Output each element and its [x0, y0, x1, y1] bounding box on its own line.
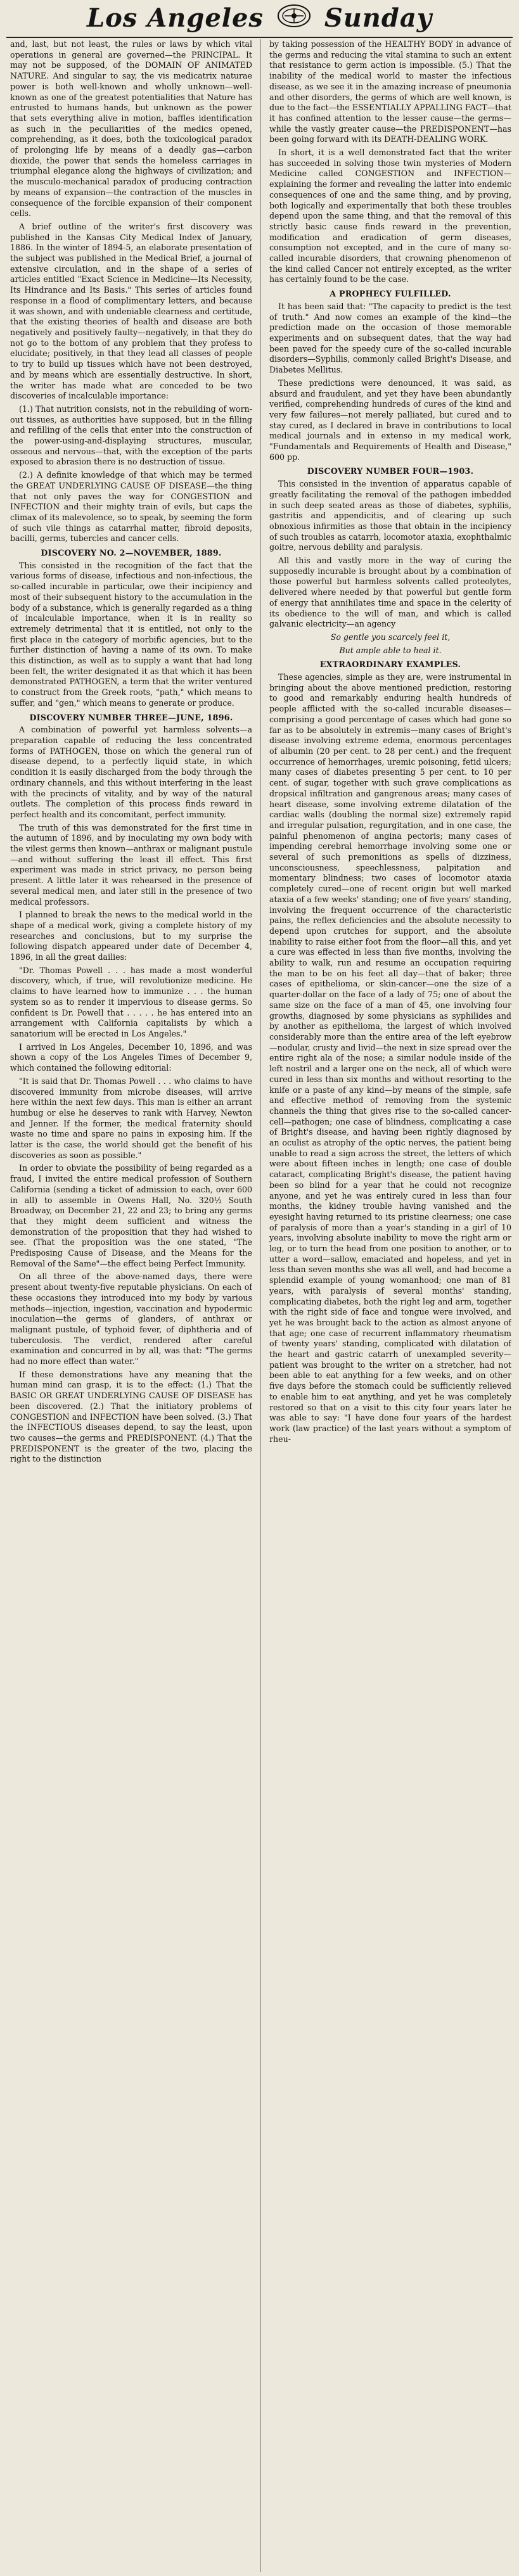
verse-quote-line-1: So gentle you scarcely feel it,	[330, 632, 451, 642]
heading-extraordinary-examples: EXTRAORDINARY EXAMPLES.	[319, 660, 461, 670]
left-paragraph-5: This consisted in the recognition of the fact that the various forms of disease, infectious and non-infectious, the so-called incurable in particular, owe their incipiency and most of their subsequent history to the accumulation in the body of a substance, which is generally regarded as a thing of incalculable importance, when it is in reality so extremely detrimental that it is entitled, not only to the first place in the category of morbific agencies, but to the further distinction of having a name of its own. To make this distinction, as well as to supply a want that had long been felt, the writer designated it as that which it has been demonstrated PATHOGEN, a term that the writer ventured to construct from the Greek roots, "path," which means to suffer, and "gen," which means to generate or produce.	[10, 560, 252, 708]
left-paragraph-11: "It is said that Dr. Thomas Powell . . . who claims to have discovered immunity from microbe diseases, will arrive here within the next few days. This man is either an arrant humbug or else he deserves to rank with Harvey, Newton and Jenner. If the former, the medical fraternity should waste no time and spare no pains in exposing him. If the latter is the case, the world should get the benefit of his discoveries as soon as possible."	[10, 1076, 252, 1160]
left-paragraph-1: and, last, but not least, the rules or laws by which vital operations in general are governed—the PRINCIPAL. It may not be supposed, of the DOMAIN OF ANIMATED NATURE. And singular to say, the vis medicatrix naturae power is both well-known and wholly unknown—well-known as one of the greatest potentialities that Nature has entrusted to humans hands, but unknown as the power that sets everything alive in motion, baffles identification as such in the peculiarities of the medics opened, comprehending, as it does, both the toxicological paradox of prolonging life by means of a deadly gas—carbon dioxide, the power that sends the homeless carriages in triumphal elegance along the highways of civilization; and the musculo-mechanical paradox of producing contraction by means of expansion—the contraction of the muscles in consequence of the forcible expansion of their component cells.	[10, 39, 252, 219]
left-paragraph-8: I planned to break the news to the medical world in the shape of a medical work, giving a complete history of my researches and conclusions, but to my surprise the following dispatch appeared under date of December 4, 1896, in all the great dailies:	[10, 910, 252, 962]
heading-discovery-four: DISCOVERY NUMBER FOUR—1903.	[307, 466, 474, 476]
left-paragraph-7: The truth of this was demonstrated for the first time in the autumn of 1896, and by inoculating my own body with the vilest germs then known—anthrax or malignant pustule—and without suffering the least ill effect. This first experiment was made in strict privacy, no person being present. A little later it was rehearsed in the presence of several medical men, and later still in the presence of two medical professors.	[10, 822, 252, 907]
column-divider	[260, 39, 261, 2572]
left-paragraph-9: "Dr. Thomas Powell . . . has made a most wonderful discovery, which, if true, will revolutionize medicine. He claims to have learned how to immunize . . . the human system so as to render it impervious to disease germs. So confident is Dr. Powell that . . . . . he has entered into an arrangement with California capitalists by which a sanatorium will be erected in Los Angeles."	[10, 965, 252, 1038]
left-paragraph-2: A brief outline of the writer's first discovery was published in the Kansas City Medical Index of January, 1886. In the winter of 1894-5, an elaborate presentation of the subject was published in the Medical Brief, a journal of extensive circulation, and in the shape of a series of articles entitled "Exact Science in Medicine—Its Necessity, Its Hindrance and Its Basis." This series of articles found response in a flood of complimentary letters, and because it was shown, and with undeniable clearness and certitude, that the existing theories of health and disease are both negatively and positively faulty—negatively, in that they do not go to the bottom of any problem that they profess to elucidate; positively, in that they lead all classes of people to try to build up tissues which have not been destroyed, and by means which are essentially destructive. In short, the writer has made what are conceded to be two discoveries of incalculable importance:	[10, 221, 252, 401]
heading-discovery-two: DISCOVERY NO. 2—NOVEMBER, 1889.	[41, 548, 222, 558]
masthead-rule	[6, 37, 513, 38]
masthead-title: Los Angeles	[86, 3, 264, 33]
left-paragraph-4: (2.) A definite knowledge of that which may be termed the GREAT UNDERLYING CAUSE OF DISEASE—the thing that not only paves the way for CONGESTION and INFECTION and their mighty train of evils, but caps the climax of its malevolence, so to speak, by seeming the form of such vile things as catarrhal matter, fibroid deposits, bacilli, germs, tubercles and cancer cells.	[10, 470, 252, 544]
left-paragraph-14: If these demonstrations have any meaning that the human mind can grasp, it is to the effect: (1.) That the BASIC OR GREAT UNDERLYING CAUSE OF DISEASE has been discovered. (2.) That the initiatory problems of CONGESTION and INFECTION have been solved. (3.) That the INFECTIOUS diseases depend, to say the least, upon two causes—the germs and PREDISPONENT. (4.) That the PREDISPONENT is the greater of the two, placing the right to the distinction	[10, 1369, 252, 1464]
right-paragraph-5: This consisted in the invention of apparatus capable of greatly facilitating the removal of the pathogen imbedded in such deep seated areas as those of diabetes, syphilis, gastritis and appendicitis, and of clearing up such obnoxious infirmities as those that obtain in the incipiency of such troubles as catarrh, locomotor ataxia, exophthalmic goitre, nervous debility and paralysis.	[269, 479, 511, 552]
right-paragraph-2: In short, it is a well demonstrated fact that the writer has succeeded in solving those twin mysteries of Modern Medicine called CONGESTION and INFECTION—explaining the former and revealing the latter into endemic consequences of one and the same thing, and by proving, both logically and experimentally that both these troubles depend upon the same thing, and that the removal of this strictly basic cause finds reward in the prevention, modification and eradication of germ diseases, consumption not excepted, and in the cure of many so-called incurable disorders, that crowning phenomenon of the kind called Cancer not entirely excepted, as the writer has certainly found to be the case.	[269, 148, 511, 284]
heading-prophecy-fulfilled: A PROPHECY FULFILLED.	[330, 289, 451, 299]
right-paragraph-6: All this and vastly more in the way of curing the supposedly incurable is brought about by a combination of those powerful but harmless solvents called proteolytes, delivered where needed by that powerful but gentle form of energy that annihilates time and space in the celerity of its obedience to the will of man, and which is called galvanic electricity—an agency	[269, 556, 511, 629]
left-paragraph-12: In order to obviate the possibility of being regarded as a fraud, I invited the entire medical profession of Southern California (sending a ticket of admission to each, over 600 in all) to assemble in Owens Hall, No. 320½ South Broadway, on December 21, 22 and 23; to bring any germs that they might deem sufficient and witness the demonstration of the proposition that they had wished to see. (That the proposition was the one stated, "The Predisposing Cause of Disease, and the Means for the Removal of the Same"—the effect being Perfect Immunity.	[10, 1163, 252, 1268]
right-paragraph-3: It has been said that: "The capacity to predict is the test of truth." And now comes an example of the kind—the prediction made on the occasion of those memorable experiments and on subsequent dates, that the way had been paved for the speedy cure of the so-called incurable disorders—Syphilis, commonly called Bright's Disease, and Diabetes Mellitus.	[269, 301, 511, 375]
heading-discovery-three: DISCOVERY NUMBER THREE—JUNE, 1896.	[29, 712, 233, 722]
right-paragraph-1: by taking possession of the HEALTHY BODY in advance of the germs and reducing the vital stamina to such an extent that resistance to germ action is impossible. (5.) That the inability of the medical world to master the infectious disease, as we see it in the amazing increase of pneumonia and other disorders, the germs of which are well known, is due to the fact—the ESSENTIALLY APPALLING FACT—that it has confined attention to the lesser cause—the germs—while the vastly greater cause—the PREDISPONENT—has been going forward with its DEATH-DEALING WORK.	[269, 39, 511, 144]
seal-emblem-icon	[277, 2, 311, 37]
masthead	[0, 0, 519, 37]
left-column	[10, 39, 252, 2572]
left-paragraph-3: (1.) That nutrition consists, not in the rebuilding of worn-out tissues, as authorities have supposed, but in the filling and refilling of the cells that enter into the construction of the power-using-and-displaying structures, muscular, osseous and nervous—that, with the exception of the parts exposed to abrasion there is no destruction of tissue.	[10, 404, 252, 467]
right-paragraph-4: These predictions were denounced, it was said, as absurd and fraudulent, and yet they have been abundantly verified, comprehending hundreds of cures of the kind and very few failures—not merely palliated, but cured and to stay cured, as I declared in brave in contributions to local medical journals and in extenso in my medical work, "Fundamentals and Requirements of Health and Disease," 600 pp.	[269, 378, 511, 462]
right-paragraph-7: These agencies, simple as they are, were instrumental in bringing about the above mentioned prediction, restoring to good and remarkably enduring health hundreds of people afflicted with the so-called incurable diseases—comprising a good percentage of cases which had gone so far as to be absolutely in extremis—many cases of Bright's disease involving extreme edema, enormous percentages of albumin (20 per cent. to 28 per cent.) and the frequent occurrence of hemorrhages, uremic poisoning, fetid ulcers; many cases of diabetes presenting 5 per cent. to 10 per cent. of sugar, together with such grave complications as dropsical infiltration and gangrenous areas; many cases of heart disease, some involving extreme dilatation of the cardiac walls (doubling the normal size) extremely rapid and irregular pulsation, regurgitation, and in one case, the painful phenomenon of angina pectoris; many cases of impending cerebral hemorrhage involving some one or several of such premonitions as spells of dizziness, unconsciousness, speechlessness, palpitation and momentary blindness; two cases of locomotor ataxia completely cured—one of recent origin but well marked ataxia of a few weeks' standing; one of five years' standing, involving the frequent occurrence of the characteristic pains, the reflex deficiencies and the absolute necessity to depend upon crutches for support, and the absolute inability to raise either foot from the floor—all this, and yet a cure was effected in less than five months, involving the ability to walk, run and resume an occupation requiring the man to be on his feet all day—that of baker; three cases of epithelioma, or skin-cancer—one the size of a quarter-dollar on the face of a lady of 75; one of about the same size on the face of a man of 45, one involving four growths, diagnosed by some physicians as syphilides and by another as epithelioma, the largest of which involved considerably more than the entire area of the left eyebrow—nodular, crusty and livid—the next in size spread over the entire right ala of the nose; a similar nodule inside of the left nostril and a larger one on the neck, all of which were cured in less than six months and without resorting to the knife or a paste of any kind—by means of the simple, safe and effective method of removing from the systemic channels the thing that gives rise to the so-called cancer-cell—pathogen; one case of blindness, complicating a case of Bright's disease, and having been rightly diagnosed by an oculist as atrophy of the optic nerves, the patient being unable to read a sign across the street, the letters of which were about fifteen inches in length; one case of double cataract, complicating Bright's disease, the patient having been so blind for a year that he could not recognize anyone, and yet he was entirely cured in less than four months, the kidney trouble having vanished and the eyesight having returned to its pristine clearness; one case of paralysis of more than a year's standing in a girl of 10 years, involving absolute inability to move the right arm or leg, or to turn the head from one position to another, or to utter a word—sallow, emaciated and hopeless, and yet in less than seven months she was all well, and had become a splendid example of young womanhood; one man of 81 years, with paralysis of several months' standing, complicating diabetes, both the right leg and arm, together with the right side of face and tongue were involved, and yet he was brought back to the action as almost anyone of that age; one case of recurrent inflammatory rheumatism of twenty years' standing, complicated with dilatation of the heart and gastric catarrh of unexampled severity—patient was brought to the writer on a stretcher, had not been able to eat anything for a few weeks, and on other five days before the stomach could be sufficiently relieved to enable him to eat anything, and yet he was completely restored so that on a visit to this city four years later he was able to say: "I have done four years of the hardest work (law practice) of the last years without a symptom of rheu-	[269, 672, 511, 1444]
left-paragraph-13: On all three of the above-named days, there were present about twenty-five reputable physicians. On each of these occasions they introduced into my body by various methods—injection, ingestion, vaccination and hypodermic inoculation—the germs of glanders, of anthrax or malignant pustule, of typhoid fever, of diphtheria and of tuberculosis. The verdict, rendered after careful examination and concurred in by all, was that: "The germs had no more effect than water."	[10, 1272, 252, 1367]
verse-quote-line-2: But ample able to heal it.	[339, 645, 442, 655]
right-column	[269, 39, 511, 2572]
left-paragraph-10: I arrived in Los Angeles, December 10, 1896, and was shown a copy of the Los Angeles Times of December 9, which contained the following editorial:	[10, 1042, 252, 1073]
masthead-title-continued: Sunday	[324, 3, 432, 33]
left-paragraph-6: A combination of powerful yet harmless solvents—a preparation capable of reducing the less concentrated forms of PATHOGEN, those on which the general run of disease depend, to a perfectly liquid state, in which condition it is easily discharged from the body through the ordinary channels, and this without interfering in the least with the precincts of vitality, and by way of the natural outlets. The completion of this process finds reward in perfect health and its concomitant, perfect immunity.	[10, 725, 252, 819]
